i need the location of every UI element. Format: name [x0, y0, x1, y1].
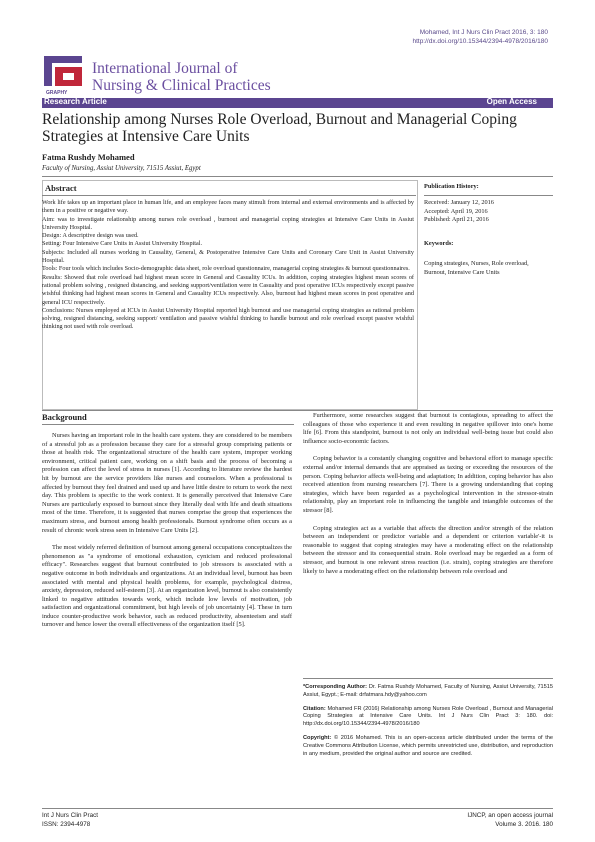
copyright-text: © 2016 Mohamed. This is an open-access article distributed under the terms of the Creative Commons Attribution License, which permits unrestricted use, distribution, and reproduction in any medium, provided the original author and source are credited. — [303, 734, 553, 757]
journal-logo — [41, 52, 89, 96]
background-heading: Background — [42, 412, 87, 422]
footnote-divider — [303, 678, 553, 679]
sidebar-divider — [424, 195, 553, 196]
publication-history-heading: Publication History: — [424, 183, 479, 190]
background-paragraph: Coping behavior is a constantly changing cognitive and behavioral effort to manage specific external and/or internal demands that are appraised as taxing or exceeding the resources of the person. Coping behavior affects well-being and adaptation; In addition, coping behavior has also received attention from nursing researchers [7]. There is a growing understanding that coping strategies, which have been regarded as a psychological intervention in the stressor-strain relationship, play an important role in influencing the tangible and intangible outcomes of the stressor [8]. — [303, 455, 553, 514]
publication-history — [424, 199, 552, 225]
footer-issn: ISSN: 2394-4978 — [42, 820, 91, 828]
footnotes — [303, 684, 553, 764]
abstract-body — [42, 199, 414, 332]
article-type-banner — [42, 98, 553, 108]
background-paragraph: Coping strategies act as a variable that affects the direction and/or strength of the relation between an independent or predictor variable and a dependent or criterion variable'-it is reasonable to suggest that coping strategies may have a moderating effect on the relationship between the stressor and its consequential strain. Role overload may be regarded as a form of stressor, and burnout is one relevant stress reaction (i.e. strain), coping strategies are therefore likely to have a moderating effect on the relationship between role overload and — [303, 524, 553, 575]
abstract-design: Design: A descriptive design was used. — [42, 232, 139, 240]
section-label: Research Article — [44, 97, 107, 106]
journal-name-line2: Nursing & Clinical Practices — [92, 77, 271, 94]
left-column — [42, 432, 292, 639]
abstract-subjects: Subjects: Included all nurses working in Causality, General, & Postoperative Intensive Care Units and Coronary Care Unit in Assiut University Hospital. — [42, 248, 414, 265]
corresponding-text: Dr. Fatma Rushdy Mohamed, Faculty of Nursing, Assiut University, 71515 Assiut, Egypt.; E-mail: drfatmara.hdy@yahoo.com — [303, 684, 554, 698]
background-divider — [42, 424, 294, 425]
abstract-setting: Setting: Four Intensive Care Units in Assiut University Hospital. — [42, 240, 203, 248]
body-divider — [42, 410, 553, 411]
doi-link[interactable]: http://dx.doi.org/10.15344/2394-4978/2016/180 — [412, 38, 548, 45]
citation-text: Mohamed FR (2016) Relationship among Nurses Role Overload , Burnout and Managerial Coping Strategies at Intensive Care Units. Int J Nurs Clin Pract 3: 180. doi: http://dx.doi.org/10.15344/2394-4978/2016/180 — [303, 705, 553, 728]
keywords-list: Coping strategies, Nurses, Role overload, Burnout, Intensive Care Units — [424, 260, 529, 276]
footer-volume: Volume 3. 2016. 180 — [495, 820, 553, 828]
article-title: Relationship among Nurses Role Overload, Burnout and Managerial Coping Strategies at Intensive Care Units — [42, 111, 517, 145]
citation-line: Mohamed, Int J Nurs Clin Pract 2016, 3: 180 — [419, 29, 548, 36]
background-paragraph: Furthermore, some researches suggest that burnout is contagious, spreading to affect the colleagues of those who experience it and even resulting in negative spillover into one's home life [6]. From this standpoint, burnout is not only an individual well-being issue but could also influence socio-economic factors. — [303, 412, 553, 445]
footer-journal: Int J Nurs Clin Pract — [42, 812, 98, 819]
author-name: Fatma Rushdy Mohamed — [42, 152, 135, 162]
author-affiliation: Faculty of Nursing, Assiut University, 71515 Assiut, Egypt — [42, 165, 201, 172]
background-paragraph: Nurses having an important role in the health care system. they are considered to be members of a stressful job as a profession because they care for a stressful group comprising patients or those at health risk. The organizational structure of the health care system, improper working environment, critical patient care, working on a shift basis and the process of becoming a profession can affect the level of stress in nurses [1]. According to literature review the hardest hit by burnout are the service providers like nurses and counselors. When a professional is affected by burnout they feel drained and used up and have little desire to return to work the next day. This problem is specific to the work context. It is generally perceived that Intensive Care Nurses are particularly exposed to burnout since they literally deal with life and death situations most of the time. Therefore, it is suggested that nurses comprise the group that experiences the maximum stress, and burnout among health professionals. Burnout syndrome often occurs as a result of chronic work stress seen in Intensive Care Units [2]. — [42, 432, 292, 534]
keywords-heading: Keywords: — [424, 240, 454, 247]
accepted-date: Accepted: April 19, 2016 — [424, 207, 488, 215]
svg-text:GRAPHY: GRAPHY — [46, 90, 68, 96]
copyright-note — [303, 735, 553, 758]
journal-name — [92, 60, 271, 94]
abstract-tools: Tools: Four tools which includes Socio-demographic data sheet, role overload questionnaire, managerial coping strategies & burnout questionnaires. — [42, 265, 410, 273]
abstract-conclusions: Conclusions: Nurses employed at ICUs in Assiut University Hospital reported high burnout and use managerial coping strategies as rational problem solving, resigned distancing, seeking support/ ventilation and passive wishful thinking to handle burnout and role overload except passive wishful thinking not used with role overload. — [42, 306, 414, 331]
abstract-paragraph: Work life takes up an important place in human life, and an employee faces many stimuli from internal and external environments and is affected by them in a positive or negative way. — [42, 199, 414, 215]
citation-label: Citation: — [303, 705, 326, 712]
abstract-results: Results: Showed that role overload had highest mean score in General and Casuality ICUs. In addition, coping strategies highest mean scores of rational problem solving , resigned distancing, and seeking support/ventilation were in Casuality and post operative ICUs respectively except passive wishful thinking had highest mean scores in General and Casuality ICUs respectively. Also, burnout had highest mean scores in post operative and general ICU respectively. — [42, 273, 414, 306]
footer-access: IJNCP, an open access journal — [467, 812, 553, 819]
corresponding-label: *Corresponding Author: — [303, 684, 368, 690]
footer-divider — [42, 808, 553, 809]
background-paragraph: The most widely referred definition of burnout among general occupations conceptualizes the phenomenon as "a syndrome of emotional exhaustion, cynicism and reduced professional efficacy". Researches suggest that burnout contributed to job stressors is associated with a negative outcome in both individuals and organizations. At an individual level, burnout has been associated with mental and physical health problems, for example, psychological distress, anxiety, depression, reduced self-esteem [3]. At an organization level, burnout is also consistently linked to negative attitudes towards work, which include low levels of motivation, job satisfaction and organizational commitment, but high levels of job uncertainty [4]. These in turn induce counter-productive work behavior, such as reduced productivity, absenteeism and staff turnover and hence lower the overall effectiveness of the organization itself [5]. — [42, 544, 292, 629]
published-date: Published: April 21, 2016 — [424, 216, 489, 224]
header-citation — [412, 28, 548, 46]
corresponding-author — [303, 684, 553, 700]
footer-left — [42, 812, 98, 829]
header-divider — [42, 176, 553, 177]
journal-name-line1: International Journal of — [92, 60, 238, 77]
abstract-heading: Abstract — [45, 183, 77, 193]
abstract-divider — [42, 195, 416, 196]
received-date: Received: January 12, 2016 — [424, 199, 494, 206]
abstract-aim: Aim: was to investigate relationship among nurses role overload , burnout and managerial coping strategies at Intensive Care Units in Assiut University Hospital. — [42, 215, 414, 231]
footer-right — [467, 812, 553, 829]
copyright-label: Copyright: — [303, 734, 332, 741]
right-column — [303, 412, 553, 585]
citation-note — [303, 706, 553, 729]
open-access-label: Open Access — [486, 97, 537, 106]
